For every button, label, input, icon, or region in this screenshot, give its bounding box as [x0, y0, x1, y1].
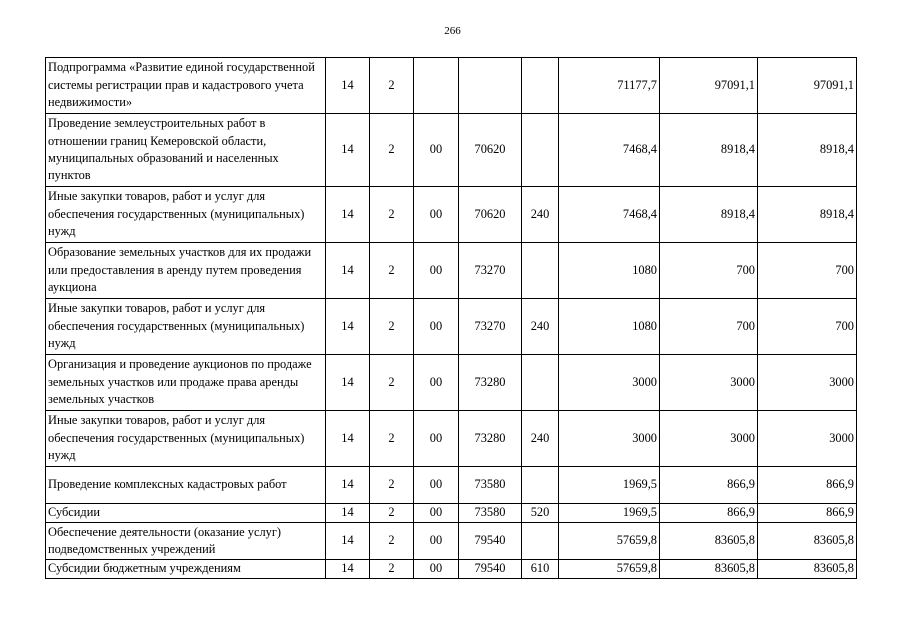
row-name: Проведение комплексных кадастровых работ — [46, 467, 326, 504]
row-amount-year1: 57659,8 — [559, 523, 660, 560]
row-expense-type — [522, 355, 559, 411]
row-section: 14 — [326, 243, 370, 299]
row-amount-year2: 3000 — [660, 355, 758, 411]
row-name: Организация и проведение аукционов по продаже земельных участков или продаже права аренды земельных участков — [46, 355, 326, 411]
row-name: Подпрограмма «Развитие единой государственной системы регистрации прав и кадастрового учета недвижимости» — [46, 58, 326, 114]
row-subsection: 2 — [370, 467, 414, 504]
row-expense-type: 520 — [522, 504, 559, 523]
row-amount-year1: 7468,4 — [559, 114, 660, 187]
row-amount-year1: 1969,5 — [559, 467, 660, 504]
row-expense-type — [522, 243, 559, 299]
row-target-code-prefix: 00 — [414, 114, 459, 187]
row-amount-year3: 3000 — [758, 411, 857, 467]
page-number: 266 — [444, 25, 461, 37]
row-target-code: 79540 — [459, 523, 522, 560]
row-amount-year2: 8918,4 — [660, 187, 758, 243]
row-target-code: 73280 — [459, 355, 522, 411]
table-row — [46, 243, 857, 299]
row-amount-year3: 866,9 — [758, 467, 857, 504]
row-name: Иные закупки товаров, работ и услуг для обеспечения государственных (муниципальных) нужд — [46, 187, 326, 243]
row-amount-year2: 83605,8 — [660, 523, 758, 560]
row-target-code-prefix: 00 — [414, 523, 459, 560]
row-section: 14 — [326, 187, 370, 243]
row-amount-year1: 57659,8 — [559, 560, 660, 579]
row-expense-type: 240 — [522, 187, 559, 243]
row-target-code: 70620 — [459, 114, 522, 187]
row-target-code-prefix: 00 — [414, 187, 459, 243]
table-row — [46, 355, 857, 411]
table-row — [46, 114, 857, 187]
budget-table — [45, 57, 857, 579]
row-amount-year2: 83605,8 — [660, 560, 758, 579]
table-row — [46, 187, 857, 243]
row-target-code: 73280 — [459, 411, 522, 467]
row-subsection: 2 — [370, 58, 414, 114]
row-target-code: 79540 — [459, 560, 522, 579]
row-name: Проведение землеустроительных работ в отношении границ Кемеровской области, муниципальных образований и населенных пунктов — [46, 114, 326, 187]
row-subsection: 2 — [370, 523, 414, 560]
row-amount-year1: 3000 — [559, 411, 660, 467]
row-subsection: 2 — [370, 355, 414, 411]
row-section: 14 — [326, 411, 370, 467]
row-amount-year2: 3000 — [660, 411, 758, 467]
row-amount-year1: 7468,4 — [559, 187, 660, 243]
table-row — [46, 523, 857, 560]
row-section: 14 — [326, 58, 370, 114]
row-amount-year1: 1080 — [559, 243, 660, 299]
row-target-code-prefix: 00 — [414, 411, 459, 467]
row-target-code: 73580 — [459, 504, 522, 523]
row-amount-year1: 71177,7 — [559, 58, 660, 114]
table-row — [46, 411, 857, 467]
row-amount-year1: 1080 — [559, 299, 660, 355]
row-target-code-prefix: 00 — [414, 504, 459, 523]
row-subsection: 2 — [370, 411, 414, 467]
row-target-code-prefix — [414, 58, 459, 114]
row-amount-year3: 83605,8 — [758, 523, 857, 560]
table-row — [46, 504, 857, 523]
table-row — [46, 299, 857, 355]
row-target-code: 73270 — [459, 243, 522, 299]
row-amount-year2: 700 — [660, 299, 758, 355]
row-subsection: 2 — [370, 560, 414, 579]
row-amount-year2: 700 — [660, 243, 758, 299]
row-expense-type: 610 — [522, 560, 559, 579]
table-row — [46, 467, 857, 504]
row-subsection: 2 — [370, 243, 414, 299]
row-expense-type: 240 — [522, 299, 559, 355]
row-expense-type — [522, 523, 559, 560]
row-expense-type — [522, 467, 559, 504]
row-amount-year3: 700 — [758, 299, 857, 355]
row-amount-year3: 8918,4 — [758, 187, 857, 243]
row-subsection: 2 — [370, 504, 414, 523]
row-target-code-prefix: 00 — [414, 560, 459, 579]
row-amount-year2: 866,9 — [660, 467, 758, 504]
row-target-code-prefix: 00 — [414, 355, 459, 411]
row-name: Субсидии — [46, 504, 326, 523]
row-target-code: 70620 — [459, 187, 522, 243]
row-target-code-prefix: 00 — [414, 467, 459, 504]
row-section: 14 — [326, 560, 370, 579]
row-target-code — [459, 58, 522, 114]
row-expense-type — [522, 114, 559, 187]
row-amount-year3: 3000 — [758, 355, 857, 411]
row-expense-type: 240 — [522, 411, 559, 467]
row-subsection: 2 — [370, 187, 414, 243]
row-amount-year2: 8918,4 — [660, 114, 758, 187]
row-amount-year3: 8918,4 — [758, 114, 857, 187]
row-section: 14 — [326, 114, 370, 187]
row-subsection: 2 — [370, 299, 414, 355]
row-amount-year2: 97091,1 — [660, 58, 758, 114]
row-target-code-prefix: 00 — [414, 243, 459, 299]
row-amount-year2: 866,9 — [660, 504, 758, 523]
row-amount-year3: 97091,1 — [758, 58, 857, 114]
row-amount-year3: 866,9 — [758, 504, 857, 523]
row-name: Иные закупки товаров, работ и услуг для обеспечения государственных (муниципальных) нужд — [46, 299, 326, 355]
table-row — [46, 560, 857, 579]
row-section: 14 — [326, 523, 370, 560]
row-target-code-prefix: 00 — [414, 299, 459, 355]
table-row — [46, 58, 857, 114]
row-name: Обеспечение деятельности (оказание услуг) подведомственных учреждений — [46, 523, 326, 560]
row-expense-type — [522, 58, 559, 114]
row-section: 14 — [326, 467, 370, 504]
row-amount-year3: 83605,8 — [758, 560, 857, 579]
row-name: Образование земельных участков для их продажи или предоставления в аренду путем проведения аукциона — [46, 243, 326, 299]
row-amount-year3: 700 — [758, 243, 857, 299]
row-section: 14 — [326, 504, 370, 523]
row-section: 14 — [326, 299, 370, 355]
row-section: 14 — [326, 355, 370, 411]
row-amount-year1: 1969,5 — [559, 504, 660, 523]
row-name: Субсидии бюджетным учреждениям — [46, 560, 326, 579]
row-target-code: 73270 — [459, 299, 522, 355]
row-subsection: 2 — [370, 114, 414, 187]
row-amount-year1: 3000 — [559, 355, 660, 411]
row-name: Иные закупки товаров, работ и услуг для обеспечения государственных (муниципальных) нужд — [46, 411, 326, 467]
row-target-code: 73580 — [459, 467, 522, 504]
